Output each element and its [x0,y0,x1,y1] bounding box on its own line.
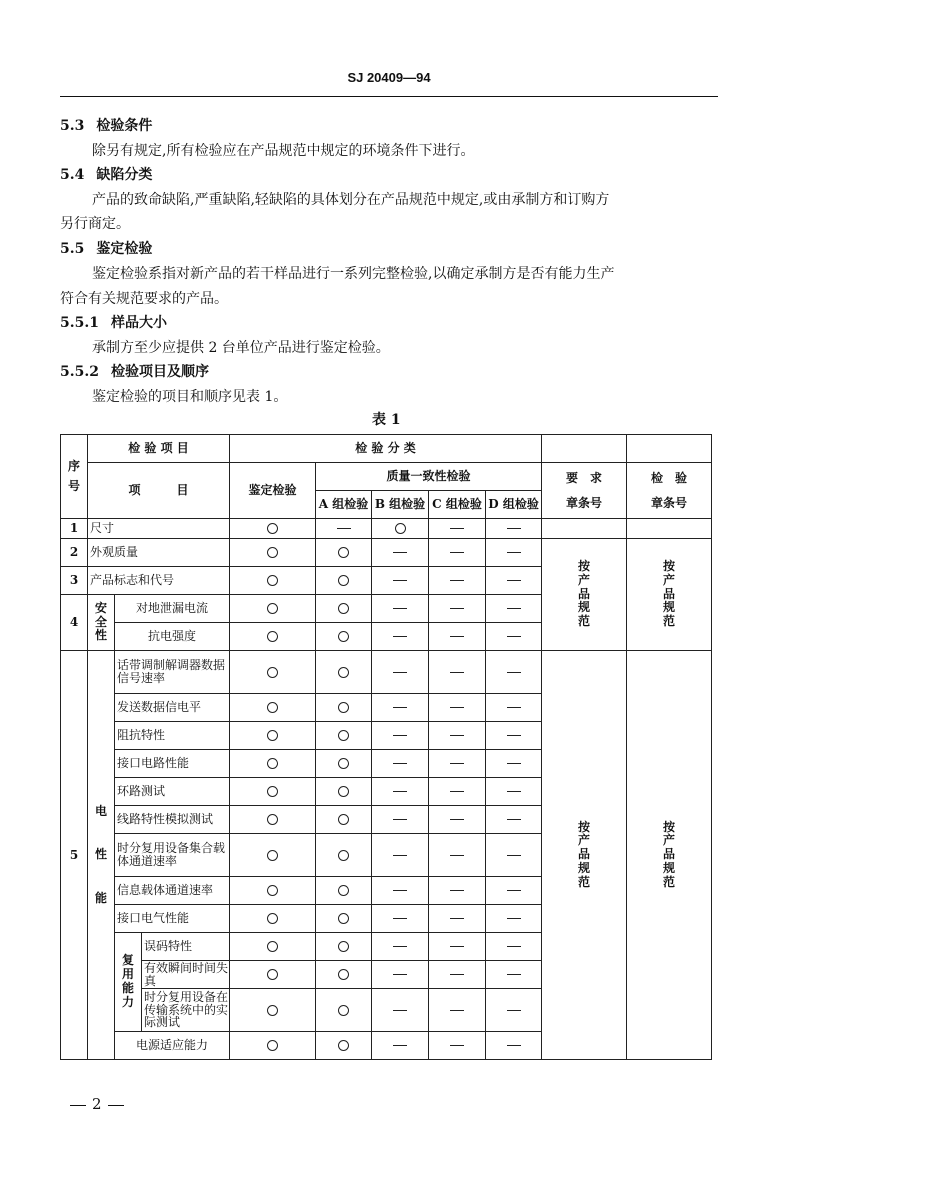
seq-cell: 5 [61,651,88,1060]
mark-cell-group-b [372,1032,429,1060]
dash-mark-icon [507,946,521,947]
mark-cell-group-a [316,567,372,595]
item-cell: 抗电强度 [115,623,230,651]
requirement-by-spec: 按产品规范 [542,539,627,651]
paragraph: 产品的致命缺陷,严重缺陷,轻缺陷的具体划分在产品规范中规定,或由承制方和订购方 [92,192,610,208]
table-caption: 表 1 [372,412,401,428]
mark-cell-group-c [429,539,486,567]
circle-mark-icon [267,758,278,769]
header-category-group: 检 验 分 类 [230,435,542,463]
mark-cell-group-d [486,623,542,651]
dash-mark-icon [507,636,521,637]
circle-mark-icon [267,850,278,861]
circle-mark-icon [267,941,278,952]
dash-mark-icon [393,890,407,891]
dash-mark-icon [450,608,464,609]
mark-cell-group-d [486,567,542,595]
item-cell: 接口电气性能 [115,905,230,933]
circle-mark-icon [267,667,278,678]
mark-cell-group-a [316,806,372,834]
dash-mark-icon [393,552,407,553]
item-cell: 接口电路性能 [115,750,230,778]
circle-mark-icon [267,786,278,797]
header-group-d: D 组检验 [486,491,542,519]
mark-cell-group-a [316,877,372,905]
mark-cell-group-d [486,1032,542,1060]
dash-mark-icon [507,819,521,820]
mark-cell-group-a [316,722,372,750]
mark-cell-group-a [316,834,372,877]
mark-cell-group-b [372,834,429,877]
inspection-cell [627,519,712,539]
circle-mark-icon [267,523,278,534]
item-cell: 发送数据信电平 [115,694,230,722]
circle-mark-icon [267,730,278,741]
mark-cell-group-a [316,905,372,933]
mark-cell-qualification [230,722,316,750]
mark-cell-qualification [230,595,316,623]
mark-cell-group-d [486,595,542,623]
dash-mark-icon [507,791,521,792]
mark-cell-group-b [372,750,429,778]
dash-mark-icon [507,890,521,891]
dash-mark-icon [507,707,521,708]
item-cell: 有效瞬间时间失真 [142,961,230,989]
circle-mark-icon [267,575,278,586]
circle-mark-icon [267,631,278,642]
item-cell: 电源适应能力 [115,1032,230,1060]
dash-mark-icon [507,1045,521,1046]
item-cell: 误码特性 [142,933,230,961]
mark-cell-group-b [372,961,429,989]
circle-mark-icon [338,575,349,586]
mark-cell-group-a [316,933,372,961]
header-group-a: A 组检验 [316,491,372,519]
mark-cell-group-b [372,877,429,905]
dash-mark-icon [450,974,464,975]
dash-mark-icon [450,735,464,736]
item-cell: 环路测试 [115,778,230,806]
mark-cell-group-b [372,694,429,722]
dash-mark-icon [450,636,464,637]
dash-mark-icon [507,672,521,673]
dash-mark-icon [507,1010,521,1011]
subgroup-cell-multiplex: 复用能力 [115,933,142,1032]
dash-mark-icon [450,707,464,708]
section-heading: 5.5 鉴定检验 [60,241,153,257]
mark-cell-qualification [230,1032,316,1060]
mark-cell-group-d [486,750,542,778]
circle-mark-icon [395,523,406,534]
mark-cell-group-c [429,834,486,877]
mark-cell-group-b [372,905,429,933]
mark-cell-group-a [316,623,372,651]
mark-cell-qualification [230,539,316,567]
mark-cell-group-a [316,595,372,623]
inspection-table [60,434,712,1060]
dash-mark-icon [450,552,464,553]
circle-mark-icon [267,814,278,825]
dash-mark-icon [450,580,464,581]
mark-cell-group-c [429,595,486,623]
mark-cell-group-d [486,778,542,806]
circle-mark-icon [338,885,349,896]
dash-mark-icon [450,672,464,673]
section-heading: 5.5.2 检验项目及顺序 [60,364,209,380]
dash-mark-icon [393,1010,407,1011]
seq-cell: 1 [61,519,88,539]
mark-cell-group-a [316,1032,372,1060]
dash-mark-icon [393,735,407,736]
dash-mark-icon [393,855,407,856]
mark-cell-qualification [230,933,316,961]
circle-mark-icon [338,969,349,980]
header-blank [542,435,627,463]
item-cell: 外观质量 [88,539,230,567]
header-qualification: 鉴定检验 [230,463,316,519]
requirement-cell [542,519,627,539]
dash-mark-icon [507,580,521,581]
dash-mark-icon [450,918,464,919]
mark-cell-group-b [372,722,429,750]
mark-cell-group-c [429,933,486,961]
circle-mark-icon [267,1040,278,1051]
mark-cell-group-b [372,989,429,1032]
header-group-c: C 组检验 [429,491,486,519]
mark-cell-qualification [230,519,316,539]
table-row [61,539,712,567]
item-cell: 阻抗特性 [115,722,230,750]
mark-cell-group-b [372,933,429,961]
mark-cell-group-c [429,1032,486,1060]
item-cell: 话带调制解调器数据信号速率 [115,651,230,694]
table-row [61,519,712,539]
section-heading: 5.3 检验条件 [60,118,153,134]
mark-cell-group-a [316,694,372,722]
mark-cell-group-b [372,651,429,694]
seq-cell: 2 [61,539,88,567]
dash-mark-icon [450,528,464,529]
dash-mark-icon [450,946,464,947]
dash-mark-icon [450,855,464,856]
dash-mark-icon [450,763,464,764]
header-item: 项 目 [88,463,230,519]
mark-cell-group-a [316,778,372,806]
section-heading: 5.5.1 样品大小 [60,315,167,331]
section-heading: 5.4 缺陷分类 [60,167,153,183]
dash-mark-icon [393,636,407,637]
mark-cell-qualification [230,651,316,694]
mark-cell-group-b [372,519,429,539]
group-cell-safety: 安全性 [88,595,115,651]
mark-cell-group-a [316,750,372,778]
header-group-b: B 组检验 [372,491,429,519]
header-rule [60,96,718,97]
mark-cell-group-a [316,961,372,989]
header-blank [627,435,712,463]
page-number: 2 [64,1095,130,1113]
mark-cell-group-c [429,778,486,806]
dash-mark-icon [450,1045,464,1046]
dash-mark-icon [450,890,464,891]
mark-cell-group-a [316,651,372,694]
mark-cell-qualification [230,834,316,877]
inspection-by-spec: 按产品规范 [627,539,712,651]
dash-mark-icon [507,735,521,736]
mark-cell-group-c [429,519,486,539]
mark-cell-group-b [372,567,429,595]
header-inspection: 检 验 章条号 [627,463,712,519]
dash-mark-icon [393,946,407,947]
circle-mark-icon [267,969,278,980]
mark-cell-group-d [486,651,542,694]
mark-cell-group-d [486,989,542,1032]
mark-cell-group-c [429,905,486,933]
mark-cell-qualification [230,877,316,905]
mark-cell-group-d [486,722,542,750]
mark-cell-group-c [429,877,486,905]
dash-mark-icon [393,608,407,609]
inspection-by-spec: 按产品规范 [627,651,712,1060]
dash-mark-icon [393,1045,407,1046]
mark-cell-group-c [429,989,486,1032]
circle-mark-icon [267,603,278,614]
mark-cell-qualification [230,623,316,651]
dash-mark-icon [507,918,521,919]
dash-mark-icon [393,580,407,581]
circle-mark-icon [338,603,349,614]
circle-mark-icon [267,913,278,924]
mark-cell-group-d [486,519,542,539]
table-row [61,651,712,694]
circle-mark-icon [338,1005,349,1016]
paragraph: 鉴定检验的项目和顺序见表 1。 [92,389,288,405]
mark-cell-group-c [429,961,486,989]
dash-mark-icon [507,763,521,764]
header-items-group: 检 验 项 目 [88,435,230,463]
mark-cell-group-b [372,539,429,567]
dash-mark-icon [507,855,521,856]
circle-mark-icon [267,702,278,713]
dash-mark-icon [393,974,407,975]
dash-mark-icon [337,528,351,529]
circle-mark-icon [338,631,349,642]
mark-cell-group-d [486,834,542,877]
paragraph-continued: 符合有关规范要求的产品。 [60,291,228,307]
document-code-header: SJ 20409—94 [347,70,431,85]
circle-mark-icon [338,850,349,861]
item-cell: 尺寸 [88,519,230,539]
circle-mark-icon [338,913,349,924]
mark-cell-group-d [486,806,542,834]
circle-mark-icon [338,941,349,952]
mark-cell-group-d [486,933,542,961]
mark-cell-group-d [486,905,542,933]
mark-cell-qualification [230,567,316,595]
dash-mark-icon [393,672,407,673]
circle-mark-icon [338,786,349,797]
dash-mark-icon [393,707,407,708]
mark-cell-group-d [486,694,542,722]
mark-cell-group-c [429,722,486,750]
dash-mark-icon [393,819,407,820]
mark-cell-group-b [372,778,429,806]
group-cell-electrical: 电性能 [88,651,115,1060]
circle-mark-icon [338,758,349,769]
dash-mark-icon [393,763,407,764]
mark-cell-group-c [429,750,486,778]
mark-cell-group-c [429,694,486,722]
mark-cell-group-a [316,989,372,1032]
header-seq: 序号 [61,435,88,519]
seq-cell: 4 [61,595,88,651]
mark-cell-qualification [230,961,316,989]
mark-cell-group-c [429,623,486,651]
dash-mark-icon [507,552,521,553]
header-requirement: 要 求 章条号 [542,463,627,519]
mark-cell-group-b [372,623,429,651]
circle-mark-icon [338,702,349,713]
mark-cell-group-d [486,877,542,905]
paragraph-continued: 另行商定。 [60,216,130,232]
circle-mark-icon [338,667,349,678]
circle-mark-icon [267,1005,278,1016]
dash-mark-icon [393,918,407,919]
header-conformity: 质量一致性检验 [316,463,542,491]
dash-mark-icon [393,791,407,792]
item-cell: 对地泄漏电流 [115,595,230,623]
requirement-by-spec: 按产品规范 [542,651,627,1060]
paragraph: 鉴定检验系指对新产品的若干样品进行一系列完整检验,以确定承制方是否有能力生产 [92,266,615,282]
mark-cell-group-b [372,806,429,834]
item-cell: 信息载体通道速率 [115,877,230,905]
dash-mark-icon [450,791,464,792]
mark-cell-qualification [230,806,316,834]
mark-cell-group-a [316,519,372,539]
circle-mark-icon [338,730,349,741]
item-cell: 线路特性模拟测试 [115,806,230,834]
dash-mark-icon [450,1010,464,1011]
item-cell: 时分复用设备在传输系统中的实际测试 [142,989,230,1032]
mark-cell-group-c [429,567,486,595]
dash-mark-icon [507,974,521,975]
mark-cell-qualification [230,750,316,778]
circle-mark-icon [267,885,278,896]
dash-mark-icon [507,608,521,609]
mark-cell-group-b [372,595,429,623]
mark-cell-qualification [230,989,316,1032]
seq-cell: 3 [61,567,88,595]
mark-cell-group-c [429,806,486,834]
mark-cell-group-d [486,539,542,567]
mark-cell-qualification [230,694,316,722]
paragraph: 除另有规定,所有检验应在产品规范中规定的环境条件下进行。 [92,143,475,159]
item-cell: 产品标志和代号 [88,567,230,595]
mark-cell-group-a [316,539,372,567]
circle-mark-icon [338,547,349,558]
mark-cell-group-d [486,961,542,989]
mark-cell-qualification [230,905,316,933]
mark-cell-qualification [230,778,316,806]
dash-mark-icon [507,528,521,529]
mark-cell-group-c [429,651,486,694]
circle-mark-icon [338,814,349,825]
dash-mark-icon [450,819,464,820]
item-cell: 时分复用设备集合载体通道速率 [115,834,230,877]
paragraph: 承制方至少应提供 2 台单位产品进行鉴定检验。 [92,340,390,356]
circle-mark-icon [338,1040,349,1051]
circle-mark-icon [267,547,278,558]
